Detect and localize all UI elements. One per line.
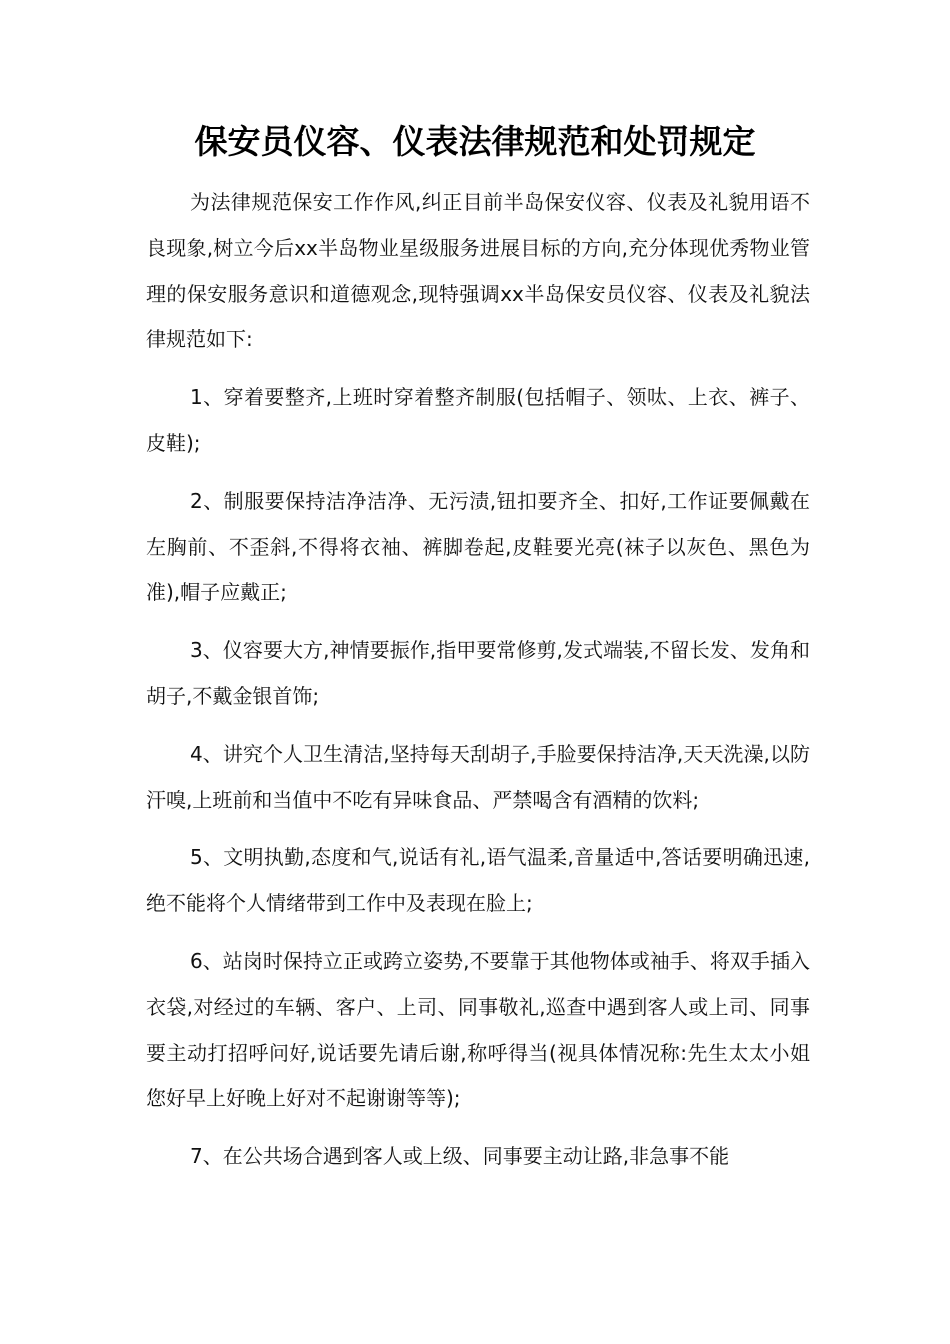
rule-paragraph-4: 4、讲究个人卫生清洁,坚持每天刮胡子,手脸要保持洁净,天天洗澡,以防汗嗅,上班前和当值中不吃有异味食品、严禁喝含有酒精的饮料; xyxy=(146,741,810,812)
document-body xyxy=(146,180,810,1192)
rule-paragraph-5: 5、文明执勤,态度和气,说话有礼,语气温柔,音量适中,答话要明确迅速,绝不能将个人情绪带到工作中及表现在脸上; xyxy=(146,845,810,916)
rule-paragraph-1: 1、穿着要整齐,上班时穿着整齐制服(包括帽子、领呔、上衣、裤子、皮鞋); xyxy=(146,385,810,455)
intro-paragraph: 为法律规范保安工作作风,纠正目前半岛保安仪容、仪表及礼貌用语不良现象,树立今后xx半岛物业星级服务进展目标的方向,充分体现优秀物业管理的保安服务意识和道德观念,现特强调xx半岛保安员仪容、仪表及礼貌法律规范如下: xyxy=(146,190,810,352)
rule-paragraph-3: 3、仪容要大方,神情要振作,指甲要常修剪,发式端装,不留长发、发角和胡子,不戴金银首饰; xyxy=(146,638,810,708)
rule-paragraph-2: 2、制服要保持洁净洁净、无污渍,钮扣要齐全、扣好,工作证要佩戴在左胸前、不歪斜,不得将衣袖、裤脚卷起,皮鞋要光亮(袜子以灰色、黑色为准),帽子应戴正; xyxy=(146,488,810,605)
document-title: 保安员仪容、仪表法律规范和处罚规定 xyxy=(194,122,756,161)
rule-paragraph-7: 7、在公共场合遇到客人或上级、同事要主动让路,非急事不能 xyxy=(190,1144,730,1169)
rule-paragraph-6: 6、站岗时保持立正或跨立姿势,不要靠于其他物体或袖手、将双手插入衣袋,对经过的车辆、客户、上司、同事敬礼,巡查中遇到客人或上司、同事要主动打招呼问好,说话要先请后谢,称呼得当(视具体情况称:先生太太小姐您好早上好晚上好对不起谢谢等等); xyxy=(146,948,810,1111)
